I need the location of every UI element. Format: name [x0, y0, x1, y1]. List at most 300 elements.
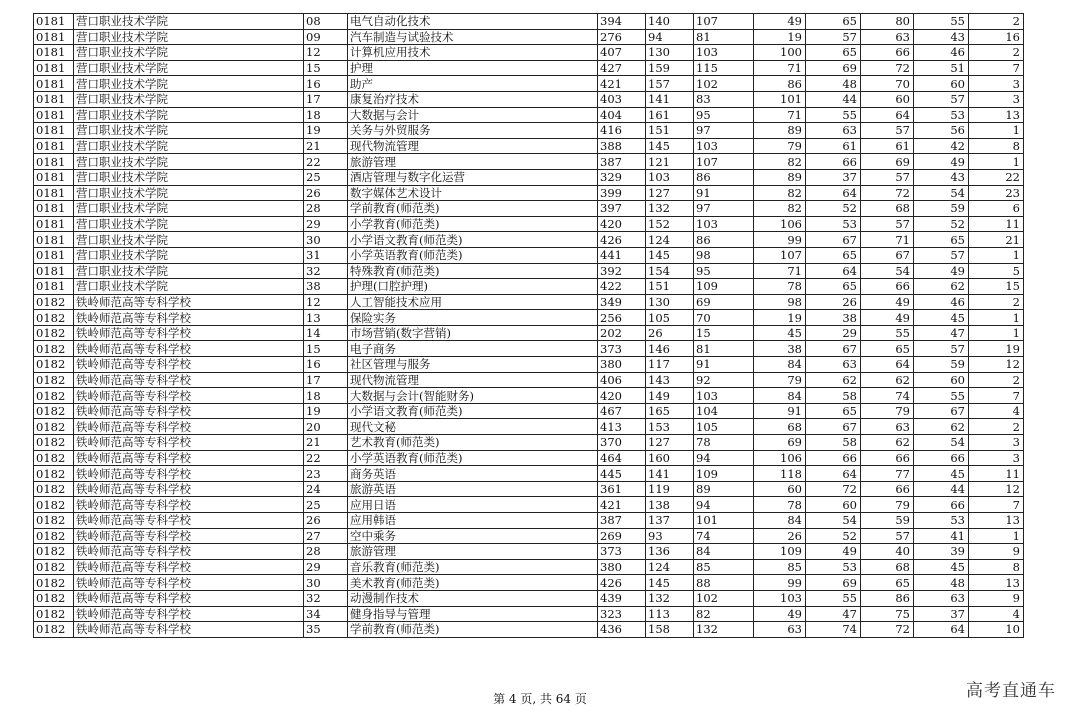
cell-school-code: 0182 [34, 513, 74, 529]
cell-major-code: 25 [304, 169, 348, 185]
cell-major-code: 27 [304, 528, 348, 544]
cell-score-f: 63 [914, 590, 969, 606]
cell-score-b: 103 [694, 216, 754, 232]
cell-score-e: 74 [861, 388, 914, 404]
cell-major-code: 32 [304, 263, 348, 279]
cell-score-b: 74 [694, 528, 754, 544]
cell-total-score: 403 [598, 91, 646, 107]
cell-major-name: 特殊教育(师范类) [348, 263, 598, 279]
cell-score-d: 64 [806, 185, 861, 201]
cell-score-e: 66 [861, 481, 914, 497]
cell-major-name: 商务英语 [348, 466, 598, 482]
cell-score-b: 91 [694, 185, 754, 201]
cell-school-name: 营口职业技术学院 [74, 263, 304, 279]
cell-score-f: 62 [914, 279, 969, 295]
cell-count: 7 [969, 388, 1024, 404]
cell-count: 1 [969, 123, 1024, 139]
table-row [34, 450, 1024, 466]
cell-major-name: 社区管理与服务 [348, 357, 598, 373]
cell-score-d: 66 [806, 154, 861, 170]
cell-total-score: 370 [598, 435, 646, 451]
table-row [34, 232, 1024, 248]
cell-count: 7 [969, 60, 1024, 76]
cell-major-code: 21 [304, 435, 348, 451]
cell-score-d: 47 [806, 606, 861, 622]
cell-school-name: 铁岭师范高等专科学校 [74, 497, 304, 513]
cell-score-a: 159 [646, 60, 694, 76]
cell-school-name: 铁岭师范高等专科学校 [74, 310, 304, 326]
cell-score-a: 140 [646, 14, 694, 30]
cell-school-code: 0182 [34, 622, 74, 638]
cell-school-name: 铁岭师范高等专科学校 [74, 294, 304, 310]
cell-major-name: 学前教育(师范类) [348, 622, 598, 638]
cell-score-f: 43 [914, 169, 969, 185]
table-row [34, 357, 1024, 373]
cell-score-f: 49 [914, 154, 969, 170]
cell-school-code: 0182 [34, 481, 74, 497]
cell-score-e: 70 [861, 76, 914, 92]
cell-score-d: 52 [806, 201, 861, 217]
cell-total-score: 349 [598, 294, 646, 310]
cell-score-a: 93 [646, 528, 694, 544]
cell-score-a: 94 [646, 29, 694, 45]
cell-score-e: 60 [861, 91, 914, 107]
cell-count: 12 [969, 481, 1024, 497]
cell-school-code: 0182 [34, 528, 74, 544]
table-row [34, 559, 1024, 575]
cell-major-code: 15 [304, 60, 348, 76]
cell-score-f: 52 [914, 216, 969, 232]
cell-score-b: 104 [694, 403, 754, 419]
cell-score-d: 54 [806, 513, 861, 529]
cell-score-b: 82 [694, 606, 754, 622]
cell-score-c: 71 [754, 107, 806, 123]
cell-major-name: 康复治疗技术 [348, 91, 598, 107]
cell-score-b: 89 [694, 481, 754, 497]
cell-total-score: 373 [598, 544, 646, 560]
cell-count: 2 [969, 419, 1024, 435]
cell-score-c: 82 [754, 154, 806, 170]
cell-score-a: 141 [646, 466, 694, 482]
cell-count: 13 [969, 575, 1024, 591]
cell-major-name: 大数据与会计(智能财务) [348, 388, 598, 404]
cell-score-d: 48 [806, 76, 861, 92]
cell-major-code: 24 [304, 481, 348, 497]
cell-score-d: 69 [806, 575, 861, 591]
table-row [34, 91, 1024, 107]
cell-major-code: 26 [304, 513, 348, 529]
cell-score-a: 105 [646, 310, 694, 326]
cell-score-f: 65 [914, 232, 969, 248]
cell-count: 12 [969, 357, 1024, 373]
cell-score-c: 86 [754, 76, 806, 92]
cell-major-name: 空中乘务 [348, 528, 598, 544]
cell-score-d: 53 [806, 216, 861, 232]
cell-score-f: 41 [914, 528, 969, 544]
cell-score-b: 94 [694, 450, 754, 466]
cell-school-name: 铁岭师范高等专科学校 [74, 559, 304, 575]
cell-count: 6 [969, 201, 1024, 217]
cell-count: 4 [969, 606, 1024, 622]
cell-score-d: 63 [806, 357, 861, 373]
cell-major-code: 35 [304, 622, 348, 638]
cell-major-name: 护理(口腔护理) [348, 279, 598, 295]
cell-school-name: 铁岭师范高等专科学校 [74, 388, 304, 404]
cell-count: 7 [969, 497, 1024, 513]
cell-score-c: 91 [754, 403, 806, 419]
cell-score-e: 72 [861, 622, 914, 638]
cell-total-score: 422 [598, 279, 646, 295]
cell-score-b: 107 [694, 14, 754, 30]
cell-score-f: 53 [914, 513, 969, 529]
cell-score-e: 79 [861, 497, 914, 513]
cell-count: 13 [969, 107, 1024, 123]
cell-school-name: 营口职业技术学院 [74, 247, 304, 263]
cell-major-code: 12 [304, 45, 348, 61]
cell-score-a: 26 [646, 325, 694, 341]
cell-school-name: 铁岭师范高等专科学校 [74, 575, 304, 591]
cell-score-f: 39 [914, 544, 969, 560]
cell-school-code: 0182 [34, 575, 74, 591]
cell-school-name: 营口职业技术学院 [74, 169, 304, 185]
cell-score-d: 69 [806, 60, 861, 76]
cell-score-e: 64 [861, 357, 914, 373]
cell-score-b: 81 [694, 29, 754, 45]
table-row [34, 185, 1024, 201]
cell-score-f: 59 [914, 201, 969, 217]
cell-score-a: 121 [646, 154, 694, 170]
cell-score-a: 158 [646, 622, 694, 638]
admission-score-table [33, 13, 1024, 638]
cell-total-score: 404 [598, 107, 646, 123]
cell-score-f: 42 [914, 138, 969, 154]
cell-total-score: 407 [598, 45, 646, 61]
cell-score-d: 64 [806, 466, 861, 482]
cell-score-c: 84 [754, 513, 806, 529]
cell-score-c: 19 [754, 29, 806, 45]
cell-score-c: 45 [754, 325, 806, 341]
cell-major-name: 现代文秘 [348, 419, 598, 435]
cell-score-b: 97 [694, 123, 754, 139]
cell-school-name: 铁岭师范高等专科学校 [74, 513, 304, 529]
cell-count: 8 [969, 559, 1024, 575]
cell-score-b: 81 [694, 341, 754, 357]
cell-total-score: 416 [598, 123, 646, 139]
cell-total-score: 397 [598, 201, 646, 217]
cell-score-f: 46 [914, 294, 969, 310]
cell-score-c: 49 [754, 14, 806, 30]
cell-score-c: 99 [754, 575, 806, 591]
table-row [34, 372, 1024, 388]
cell-school-code: 0181 [34, 60, 74, 76]
cell-score-a: 113 [646, 606, 694, 622]
cell-major-code: 29 [304, 559, 348, 575]
cell-count: 3 [969, 76, 1024, 92]
table-row [34, 481, 1024, 497]
cell-major-name: 助产 [348, 76, 598, 92]
cell-school-code: 0182 [34, 357, 74, 373]
cell-count: 3 [969, 450, 1024, 466]
cell-score-f: 66 [914, 497, 969, 513]
cell-total-score: 361 [598, 481, 646, 497]
cell-school-code: 0181 [34, 76, 74, 92]
cell-total-score: 387 [598, 154, 646, 170]
cell-score-e: 49 [861, 310, 914, 326]
cell-school-name: 营口职业技术学院 [74, 123, 304, 139]
table-row [34, 45, 1024, 61]
cell-major-code: 34 [304, 606, 348, 622]
cell-score-d: 53 [806, 559, 861, 575]
table-row [34, 325, 1024, 341]
cell-score-b: 105 [694, 419, 754, 435]
cell-score-e: 71 [861, 232, 914, 248]
cell-score-b: 109 [694, 279, 754, 295]
cell-major-code: 14 [304, 325, 348, 341]
cell-score-b: 86 [694, 232, 754, 248]
cell-school-code: 0181 [34, 216, 74, 232]
table-row [34, 14, 1024, 30]
cell-count: 11 [969, 466, 1024, 482]
cell-score-c: 82 [754, 185, 806, 201]
cell-score-d: 67 [806, 232, 861, 248]
cell-count: 22 [969, 169, 1024, 185]
cell-school-code: 0181 [34, 45, 74, 61]
cell-score-a: 136 [646, 544, 694, 560]
cell-count: 8 [969, 138, 1024, 154]
cell-score-f: 66 [914, 450, 969, 466]
cell-score-d: 57 [806, 29, 861, 45]
cell-count: 3 [969, 435, 1024, 451]
cell-count: 10 [969, 622, 1024, 638]
cell-score-c: 101 [754, 91, 806, 107]
cell-score-c: 63 [754, 622, 806, 638]
cell-score-b: 70 [694, 310, 754, 326]
cell-score-a: 124 [646, 232, 694, 248]
cell-count: 1 [969, 528, 1024, 544]
cell-school-code: 0182 [34, 559, 74, 575]
cell-score-a: 130 [646, 45, 694, 61]
cell-score-a: 127 [646, 435, 694, 451]
cell-score-a: 145 [646, 247, 694, 263]
cell-school-name: 营口职业技术学院 [74, 45, 304, 61]
cell-major-code: 15 [304, 341, 348, 357]
cell-count: 21 [969, 232, 1024, 248]
cell-school-name: 铁岭师范高等专科学校 [74, 590, 304, 606]
cell-score-d: 60 [806, 497, 861, 513]
cell-score-e: 63 [861, 29, 914, 45]
cell-score-d: 67 [806, 341, 861, 357]
cell-major-name: 计算机应用技术 [348, 45, 598, 61]
cell-score-d: 63 [806, 123, 861, 139]
cell-score-b: 109 [694, 466, 754, 482]
cell-major-code: 18 [304, 388, 348, 404]
table-row [34, 341, 1024, 357]
cell-school-name: 铁岭师范高等专科学校 [74, 325, 304, 341]
cell-score-e: 59 [861, 513, 914, 529]
cell-score-f: 45 [914, 310, 969, 326]
cell-score-f: 46 [914, 45, 969, 61]
cell-count: 9 [969, 590, 1024, 606]
cell-score-f: 54 [914, 435, 969, 451]
cell-score-e: 63 [861, 419, 914, 435]
cell-school-code: 0182 [34, 466, 74, 482]
cell-total-score: 421 [598, 497, 646, 513]
cell-major-code: 28 [304, 544, 348, 560]
cell-score-e: 62 [861, 435, 914, 451]
cell-total-score: 406 [598, 372, 646, 388]
cell-major-code: 23 [304, 466, 348, 482]
table-row [34, 388, 1024, 404]
cell-score-b: 97 [694, 201, 754, 217]
cell-score-f: 60 [914, 372, 969, 388]
cell-count: 1 [969, 325, 1024, 341]
cell-score-d: 49 [806, 544, 861, 560]
cell-score-e: 68 [861, 201, 914, 217]
cell-major-name: 健身指导与管理 [348, 606, 598, 622]
cell-score-b: 83 [694, 91, 754, 107]
cell-major-name: 音乐教育(师范类) [348, 559, 598, 575]
cell-score-e: 72 [861, 60, 914, 76]
table-row [34, 419, 1024, 435]
cell-major-code: 30 [304, 232, 348, 248]
cell-school-code: 0181 [34, 232, 74, 248]
cell-count: 16 [969, 29, 1024, 45]
cell-total-score: 426 [598, 232, 646, 248]
cell-school-code: 0181 [34, 14, 74, 30]
cell-score-b: 95 [694, 107, 754, 123]
cell-score-b: 85 [694, 559, 754, 575]
table-row [34, 606, 1024, 622]
cell-major-code: 22 [304, 450, 348, 466]
cell-total-score: 445 [598, 466, 646, 482]
cell-score-b: 86 [694, 169, 754, 185]
cell-score-e: 55 [861, 325, 914, 341]
cell-major-code: 16 [304, 357, 348, 373]
cell-major-code: 25 [304, 497, 348, 513]
cell-score-d: 64 [806, 263, 861, 279]
cell-school-name: 铁岭师范高等专科学校 [74, 544, 304, 560]
cell-score-c: 103 [754, 590, 806, 606]
cell-school-code: 0182 [34, 294, 74, 310]
cell-score-f: 45 [914, 559, 969, 575]
cell-score-e: 65 [861, 341, 914, 357]
cell-score-b: 103 [694, 388, 754, 404]
cell-major-name: 保险实务 [348, 310, 598, 326]
cell-score-a: 161 [646, 107, 694, 123]
cell-score-d: 55 [806, 590, 861, 606]
cell-score-c: 82 [754, 201, 806, 217]
cell-score-d: 65 [806, 279, 861, 295]
cell-major-code: 20 [304, 419, 348, 435]
cell-school-code: 0182 [34, 310, 74, 326]
cell-major-code: 21 [304, 138, 348, 154]
cell-score-d: 44 [806, 91, 861, 107]
cell-score-e: 66 [861, 45, 914, 61]
cell-score-c: 71 [754, 60, 806, 76]
cell-score-f: 55 [914, 388, 969, 404]
cell-major-code: 19 [304, 403, 348, 419]
cell-major-code: 30 [304, 575, 348, 591]
cell-score-b: 84 [694, 544, 754, 560]
cell-score-c: 38 [754, 341, 806, 357]
cell-major-code: 32 [304, 590, 348, 606]
cell-major-name: 旅游管理 [348, 544, 598, 560]
cell-total-score: 399 [598, 185, 646, 201]
cell-score-e: 64 [861, 107, 914, 123]
cell-school-name: 铁岭师范高等专科学校 [74, 435, 304, 451]
cell-score-f: 53 [914, 107, 969, 123]
cell-major-name: 艺术教育(师范类) [348, 435, 598, 451]
cell-score-b: 115 [694, 60, 754, 76]
cell-total-score: 387 [598, 513, 646, 529]
cell-count: 11 [969, 216, 1024, 232]
cell-score-f: 54 [914, 185, 969, 201]
cell-score-a: 154 [646, 263, 694, 279]
cell-score-a: 145 [646, 575, 694, 591]
cell-score-e: 61 [861, 138, 914, 154]
cell-count: 3 [969, 91, 1024, 107]
cell-school-code: 0182 [34, 435, 74, 451]
cell-score-c: 107 [754, 247, 806, 263]
cell-total-score: 439 [598, 590, 646, 606]
cell-score-b: 88 [694, 575, 754, 591]
cell-count: 2 [969, 14, 1024, 30]
cell-score-d: 29 [806, 325, 861, 341]
cell-school-name: 营口职业技术学院 [74, 232, 304, 248]
cell-score-f: 48 [914, 575, 969, 591]
table-row [34, 403, 1024, 419]
cell-school-code: 0181 [34, 29, 74, 45]
cell-score-a: 103 [646, 169, 694, 185]
cell-major-name: 动漫制作技术 [348, 590, 598, 606]
cell-score-a: 157 [646, 76, 694, 92]
cell-major-name: 数字媒体艺术设计 [348, 185, 598, 201]
cell-count: 13 [969, 513, 1024, 529]
cell-major-code: 08 [304, 14, 348, 30]
cell-score-d: 55 [806, 107, 861, 123]
cell-score-e: 57 [861, 528, 914, 544]
cell-school-name: 铁岭师范高等专科学校 [74, 606, 304, 622]
cell-score-f: 45 [914, 466, 969, 482]
cell-school-code: 0182 [34, 497, 74, 513]
cell-score-a: 127 [646, 185, 694, 201]
cell-school-name: 营口职业技术学院 [74, 138, 304, 154]
cell-score-e: 62 [861, 372, 914, 388]
cell-score-d: 67 [806, 419, 861, 435]
cell-score-a: 132 [646, 590, 694, 606]
cell-score-c: 26 [754, 528, 806, 544]
cell-major-name: 护理 [348, 60, 598, 76]
cell-school-name: 营口职业技术学院 [74, 29, 304, 45]
cell-score-a: 137 [646, 513, 694, 529]
cell-total-score: 464 [598, 450, 646, 466]
cell-total-score: 380 [598, 357, 646, 373]
cell-score-f: 56 [914, 123, 969, 139]
cell-school-code: 0182 [34, 388, 74, 404]
cell-major-name: 大数据与会计 [348, 107, 598, 123]
cell-major-code: 19 [304, 123, 348, 139]
cell-major-name: 美术教育(师范类) [348, 575, 598, 591]
cell-total-score: 420 [598, 216, 646, 232]
cell-score-e: 75 [861, 606, 914, 622]
cell-score-e: 66 [861, 279, 914, 295]
cell-score-b: 15 [694, 325, 754, 341]
cell-score-d: 58 [806, 388, 861, 404]
cell-major-code: 38 [304, 279, 348, 295]
cell-school-code: 0181 [34, 185, 74, 201]
cell-total-score: 436 [598, 622, 646, 638]
table-row [34, 544, 1024, 560]
